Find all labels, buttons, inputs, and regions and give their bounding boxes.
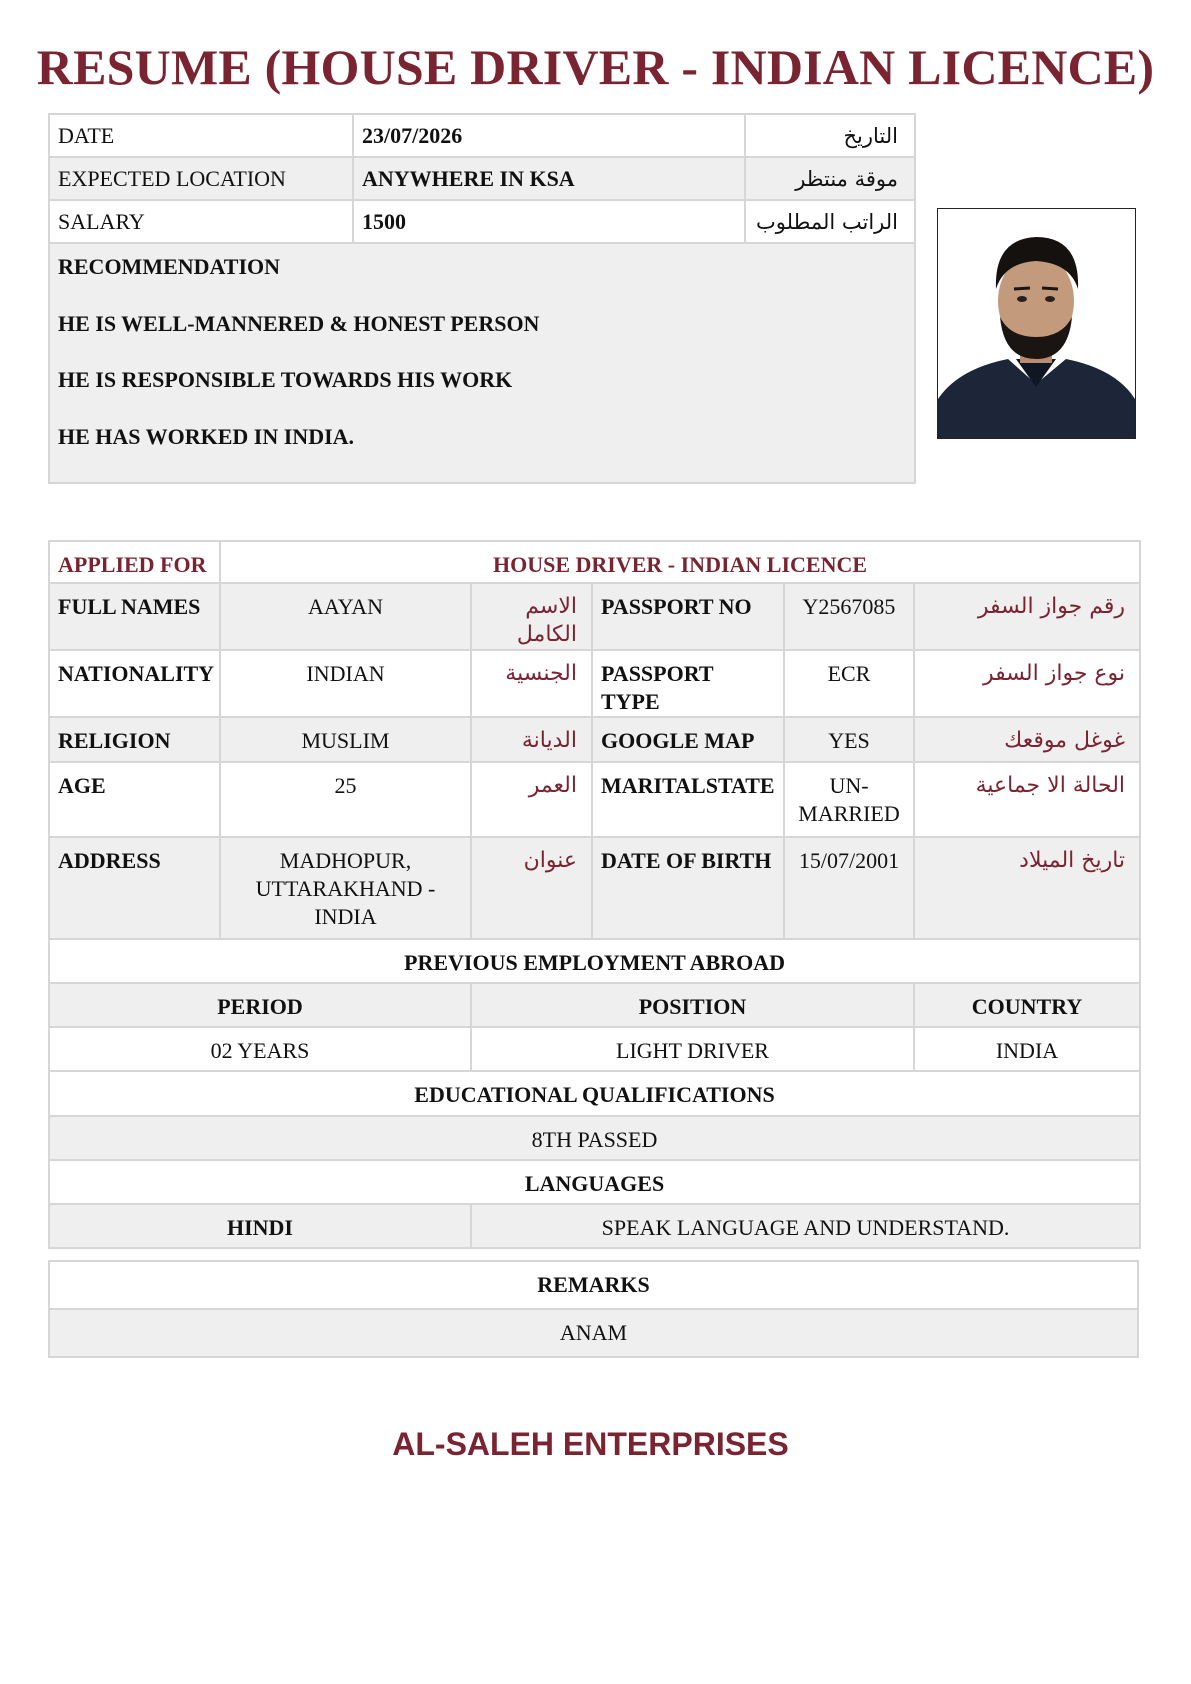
age-label: AGE [49,762,220,837]
recommendation-row [49,243,915,483]
remarks-heading: REMARKS [49,1261,1138,1309]
recommendation-line: HE IS WELL-MANNERED & HONEST PERSON [58,310,540,336]
education-row [49,1116,1140,1160]
religion-label: RELIGION [49,717,220,762]
location-row [49,157,915,200]
salary-row [49,200,915,243]
nationality-label: NATIONALITY [49,650,220,717]
marital-state-value: UN-MARRIED [784,762,914,837]
details-row [49,717,1140,762]
employment-row [49,1027,1140,1071]
languages-heading: LANGUAGES [49,1160,1140,1204]
recommendation-line: HE IS RESPONSIBLE TOWARDS HIS WORK [58,367,513,392]
details-row [49,762,1140,837]
person-portrait-icon [938,209,1135,438]
address-arabic: عنوان [471,837,592,939]
candidate-photo [937,208,1136,439]
education-heading-row [49,1071,1140,1116]
resume-title: RESUME (HOUSE DRIVER - INDIAN LICENCE) [36,39,1155,95]
language-level: SPEAK LANGUAGE AND UNDERSTAND. [471,1204,1140,1248]
language-row [49,1204,1140,1248]
religion-value: MUSLIM [220,717,471,762]
google-map-value: YES [784,717,914,762]
passport-no-value: Y2567085 [784,583,914,650]
remarks-table [48,1260,1139,1358]
date-of-birth-arabic: تاريخ الميلاد [914,837,1140,939]
employment-position: LIGHT DRIVER [471,1027,914,1071]
employment-columns-row [49,983,1140,1027]
details-row [49,837,1140,939]
location-arabic: موقة منتظر [745,157,915,200]
passport-type-arabic: نوع جواز السفر [914,650,1140,717]
marital-state-label: MARITALSTATE [592,762,784,837]
country-column-header: COUNTRY [914,983,1140,1027]
salary-label: SALARY [49,200,353,243]
location-label: EXPECTED LOCATION [49,157,353,200]
recommendation-heading: RECOMMENDATION [58,254,281,279]
nationality-arabic: الجنسية [471,650,592,717]
date-label: DATE [49,114,353,157]
position-column-header: POSITION [471,983,914,1027]
remarks-row [49,1309,1138,1357]
age-value: 25 [220,762,471,837]
period-column-header: PERIOD [49,983,471,1027]
passport-type-label: PASSPORT TYPE [592,650,784,717]
passport-type-value: ECR [784,650,914,717]
address-value: MADHOPUR, UTTARAKHAND - INDIA [220,837,471,939]
details-table [48,540,1141,1249]
applied-for-value: HOUSE DRIVER - INDIAN LICENCE [220,541,1140,583]
full-names-arabic: الاسم الكامل [471,583,592,650]
age-arabic: العمر [471,762,592,837]
address-label: ADDRESS [49,837,220,939]
employment-heading-row [49,939,1140,983]
employment-country: INDIA [914,1027,1140,1071]
date-arabic: التاريخ [745,114,915,157]
marital-state-arabic: الحالة الا جماعية [914,762,1140,837]
google-map-arabic: غوغل موقعك [914,717,1140,762]
recommendation-box [49,243,915,483]
passport-no-arabic: رقم جواز السفر [914,583,1140,650]
details-row [49,583,1140,650]
date-of-birth-label: DATE OF BIRTH [592,837,784,939]
applied-for-row [49,541,1140,583]
details-row [49,650,1140,717]
location-value: ANYWHERE IN KSA [353,157,745,200]
company-name: AL-SALEH ENTERPRISES [392,1426,789,1462]
full-names-value: AAYAN [220,583,471,650]
employment-heading: PREVIOUS EMPLOYMENT ABROAD [49,939,1140,983]
employment-period: 02 YEARS [49,1027,471,1071]
language-name: HINDI [49,1204,471,1248]
nationality-value: INDIAN [220,650,471,717]
passport-no-label: PASSPORT NO [592,583,784,650]
full-names-label: FULL NAMES [49,583,220,650]
google-map-label: GOOGLE MAP [592,717,784,762]
top-info-table [48,113,916,484]
remarks-heading-row [49,1261,1138,1309]
applied-for-label: APPLIED FOR [49,541,220,583]
remarks-value: ANAM [49,1309,1138,1357]
education-heading: EDUCATIONAL QUALIFICATIONS [49,1071,1140,1116]
date-of-birth-value: 15/07/2001 [784,837,914,939]
religion-arabic: الديانة [471,717,592,762]
salary-value: 1500 [353,200,745,243]
languages-heading-row [49,1160,1140,1204]
date-value: 23/07/2026 [353,114,745,157]
date-row [49,114,915,157]
education-value: 8TH PASSED [49,1116,1140,1160]
salary-arabic: الراتب المطلوب [745,200,915,243]
recommendation-line: HE HAS WORKED IN INDIA. [58,423,355,449]
